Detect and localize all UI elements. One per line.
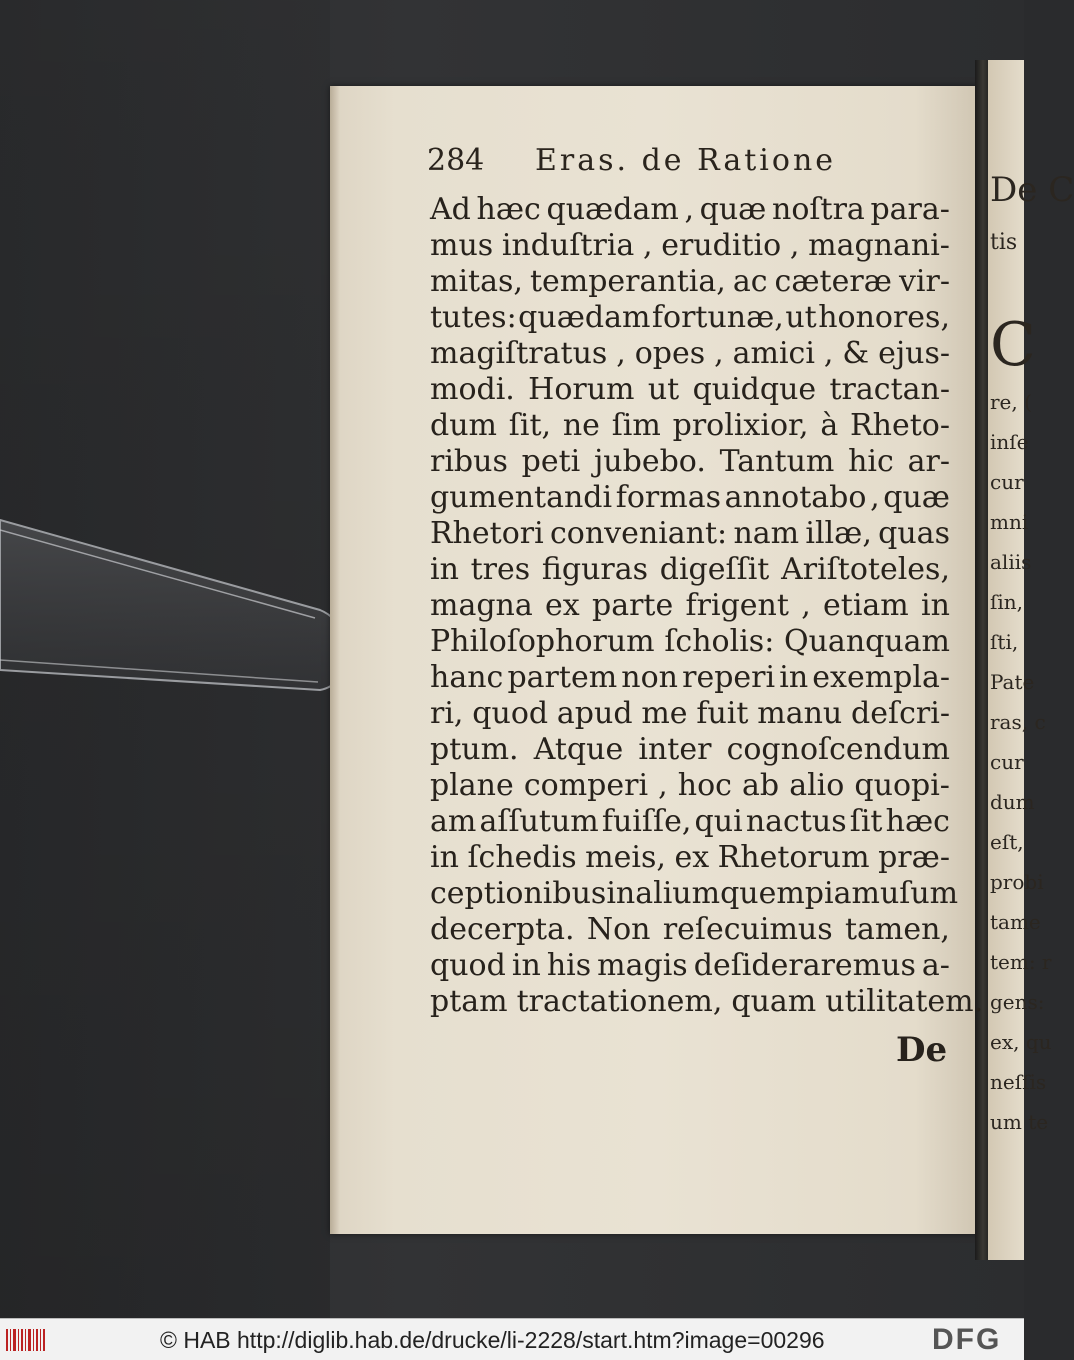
text-line xyxy=(430,768,950,804)
word: ab xyxy=(742,768,780,803)
word: utilitatem. xyxy=(825,984,984,1019)
word: frigent xyxy=(685,588,789,623)
word: reperi xyxy=(682,660,776,695)
word: vir- xyxy=(898,264,950,299)
right-page-fragment: gens: xyxy=(990,990,1045,1014)
word: Rhetorum xyxy=(717,840,870,875)
text-line xyxy=(430,264,950,300)
right-page-fragment: inſe xyxy=(990,430,1029,454)
right-page-fragment: ras, c xyxy=(990,710,1046,734)
catchword: De xyxy=(896,1030,948,1070)
word: magis xyxy=(597,948,688,983)
right-page-fragment: Pate xyxy=(990,670,1035,694)
word: Atque xyxy=(533,732,624,767)
word: alium xyxy=(635,876,721,911)
word: quædam xyxy=(546,192,679,227)
word: Tantum xyxy=(719,444,835,479)
word: quæ xyxy=(699,192,767,227)
word: conveniant: xyxy=(549,516,728,551)
word: plane xyxy=(430,768,514,803)
word: mitas, xyxy=(430,264,523,299)
word: alio xyxy=(789,768,845,803)
book-page-right-partial xyxy=(988,60,1074,1260)
text-line xyxy=(430,192,950,228)
word: , xyxy=(801,588,811,623)
word: prolixior, xyxy=(672,408,809,443)
body-text xyxy=(430,192,984,1020)
word: quam xyxy=(731,984,817,1019)
running-title: Eras. de Ratione xyxy=(535,143,837,178)
text-line xyxy=(430,660,950,696)
right-page-fragment: tem: r xyxy=(990,950,1052,974)
word: inter xyxy=(638,732,712,767)
word: in xyxy=(606,876,636,911)
word: nam xyxy=(733,516,800,551)
word: his xyxy=(546,948,592,983)
word: à xyxy=(820,408,839,443)
word: mus xyxy=(430,228,494,263)
word: modi. xyxy=(430,372,515,407)
word: præ- xyxy=(878,840,950,875)
word: in xyxy=(430,840,459,875)
word: ſit, xyxy=(508,408,552,443)
word: quæ xyxy=(883,480,950,515)
word: quod xyxy=(430,948,506,983)
word: a- xyxy=(921,948,950,983)
right-page-fragment: tame xyxy=(990,910,1041,934)
word: , xyxy=(823,336,834,371)
right-page-fragment: dum xyxy=(990,790,1035,814)
text-line xyxy=(430,948,950,984)
word: etiam xyxy=(823,588,909,623)
word: Rhetori xyxy=(430,516,544,551)
word: ribus xyxy=(430,444,508,479)
text-line xyxy=(430,624,950,660)
word: , xyxy=(616,336,626,371)
word: , xyxy=(684,192,694,227)
word: ſcholis: xyxy=(664,624,775,659)
word: noſtra xyxy=(772,192,865,227)
word: me xyxy=(641,696,688,731)
word: annotabo xyxy=(724,480,867,515)
word: qui xyxy=(694,804,743,839)
text-line xyxy=(430,300,950,336)
word: quempiam xyxy=(720,876,880,911)
text-line xyxy=(430,804,950,840)
word: nactus xyxy=(745,804,847,839)
word: ptum. xyxy=(430,732,519,767)
right-page-fragment: ſin, xyxy=(990,590,1024,614)
text-line xyxy=(430,984,984,1020)
text-line xyxy=(430,516,950,552)
word: peti xyxy=(521,444,581,479)
word: gumentandi xyxy=(430,480,613,515)
word: Horum xyxy=(528,372,635,407)
word: tutes: xyxy=(430,300,517,335)
running-head xyxy=(427,143,887,183)
word: ejus- xyxy=(878,336,950,371)
word: magiſtratus xyxy=(430,336,608,371)
word: hic xyxy=(848,444,894,479)
word: tres xyxy=(470,552,531,587)
word: jubebo. xyxy=(594,444,706,479)
word: ut xyxy=(785,300,817,335)
word: Quanquam xyxy=(784,624,950,659)
word: , xyxy=(643,228,653,263)
text-line xyxy=(430,732,950,768)
word: fuiſſe, xyxy=(601,804,692,839)
word: Rheto- xyxy=(850,408,950,443)
word: , xyxy=(789,228,800,263)
word: dum xyxy=(430,408,497,443)
text-line xyxy=(430,372,950,408)
word: induſtria xyxy=(501,228,635,263)
word: hoc xyxy=(677,768,732,803)
page-weight-glass xyxy=(0,520,350,720)
text-line xyxy=(430,336,950,372)
word: ptam xyxy=(430,984,508,1019)
word: & xyxy=(842,336,870,371)
right-page-fragment: tis xyxy=(990,230,1018,255)
text-line xyxy=(430,408,950,444)
text-line xyxy=(430,228,950,264)
word: ri, xyxy=(430,696,464,731)
right-page-fragment: mni xyxy=(990,510,1029,534)
word: quidque xyxy=(692,372,817,407)
word: hæc xyxy=(885,804,950,839)
word: tractationem, xyxy=(516,984,723,1019)
word: Non xyxy=(586,912,651,947)
word: in xyxy=(921,588,950,623)
word: quod xyxy=(472,696,549,731)
word: ſim xyxy=(611,408,661,443)
word: ſchedis xyxy=(467,840,577,875)
text-line xyxy=(430,480,950,516)
word: reſecuimus xyxy=(662,912,833,947)
word: ſit xyxy=(849,804,883,839)
word: manu xyxy=(757,696,843,731)
word: in xyxy=(779,660,809,695)
word: , xyxy=(658,768,668,803)
right-page-fragment: re, ( xyxy=(990,390,1032,414)
word: magna xyxy=(430,588,533,623)
word: quas xyxy=(878,516,950,551)
word: deſcri- xyxy=(851,696,950,731)
word: ex xyxy=(545,588,580,623)
right-page-fragment: cur xyxy=(990,750,1024,774)
text-line xyxy=(430,696,950,732)
copyright-link[interactable]: © HAB http://diglib.hab.de/drucke/li-2228/start.htm?image=00296 xyxy=(160,1327,825,1353)
right-page-fragment: probi xyxy=(990,870,1044,894)
word: temperantia, xyxy=(529,264,726,299)
word: fortunæ, xyxy=(651,300,784,335)
text-line xyxy=(430,840,950,876)
text-line xyxy=(430,876,959,912)
word: formas xyxy=(615,480,721,515)
word: decerpta. xyxy=(430,912,575,947)
word: , xyxy=(714,336,724,371)
text-line xyxy=(430,444,950,480)
right-page-fragment: um te xyxy=(990,1110,1049,1134)
word: uſum xyxy=(879,876,959,911)
word: parte xyxy=(592,588,674,623)
word: hanc xyxy=(430,660,504,695)
word: fuit xyxy=(696,696,749,731)
word: deſideraremus xyxy=(693,948,916,983)
word: ar- xyxy=(907,444,950,479)
word: hæc xyxy=(476,192,541,227)
page-number: 284 xyxy=(427,143,485,178)
word: para- xyxy=(870,192,950,227)
word: non xyxy=(621,660,678,695)
word: eruditio xyxy=(661,228,782,263)
word: ac xyxy=(732,264,768,299)
word: digeſſit xyxy=(659,552,770,587)
word: quopi- xyxy=(854,768,950,803)
footer-bar xyxy=(0,1318,1024,1360)
right-page-fragment: aliis xyxy=(990,550,1032,574)
word: tractan- xyxy=(829,372,950,407)
word: , xyxy=(870,480,880,515)
word: tamen, xyxy=(844,912,950,947)
word: amici xyxy=(732,336,815,371)
word: meis, xyxy=(585,840,666,875)
right-page-fragment: ex, qu xyxy=(990,1030,1052,1054)
word: cognoſcendum xyxy=(726,732,950,767)
word: in xyxy=(511,948,541,983)
right-page-fragment: De C xyxy=(990,170,1074,210)
word: aſſutum xyxy=(479,804,599,839)
right-page-fragment: ſti, xyxy=(990,630,1019,654)
text-line xyxy=(430,552,950,588)
word: honores, xyxy=(818,300,950,335)
word: am xyxy=(430,804,477,839)
word: ceptionibus xyxy=(430,876,607,911)
word: comperi xyxy=(523,768,649,803)
word: cæteræ xyxy=(774,264,892,299)
right-page-fragment: C xyxy=(990,310,1036,380)
word: Philoſophorum xyxy=(430,624,655,659)
word: exempla- xyxy=(812,660,950,695)
word: apud xyxy=(556,696,633,731)
word: ne xyxy=(562,408,600,443)
text-line xyxy=(430,912,950,948)
word: illæ, xyxy=(805,516,872,551)
word: Ariſtoteles, xyxy=(781,552,950,587)
word: ut xyxy=(647,372,680,407)
word: magnani- xyxy=(808,228,950,263)
barcode-icon xyxy=(6,1325,46,1355)
word: in xyxy=(430,552,459,587)
right-page-fragment: eſt, xyxy=(990,830,1024,854)
word: partem xyxy=(507,660,618,695)
dfg-logo: DFG xyxy=(932,1323,1002,1356)
right-page-fragment: cur xyxy=(990,470,1024,494)
word: opes xyxy=(634,336,706,371)
text-line xyxy=(430,588,950,624)
right-page-fragment: neſſis xyxy=(990,1070,1047,1094)
word: ex xyxy=(674,840,710,875)
word: figuras xyxy=(541,552,649,587)
word: Ad xyxy=(430,192,471,227)
word: quædam xyxy=(518,300,651,335)
